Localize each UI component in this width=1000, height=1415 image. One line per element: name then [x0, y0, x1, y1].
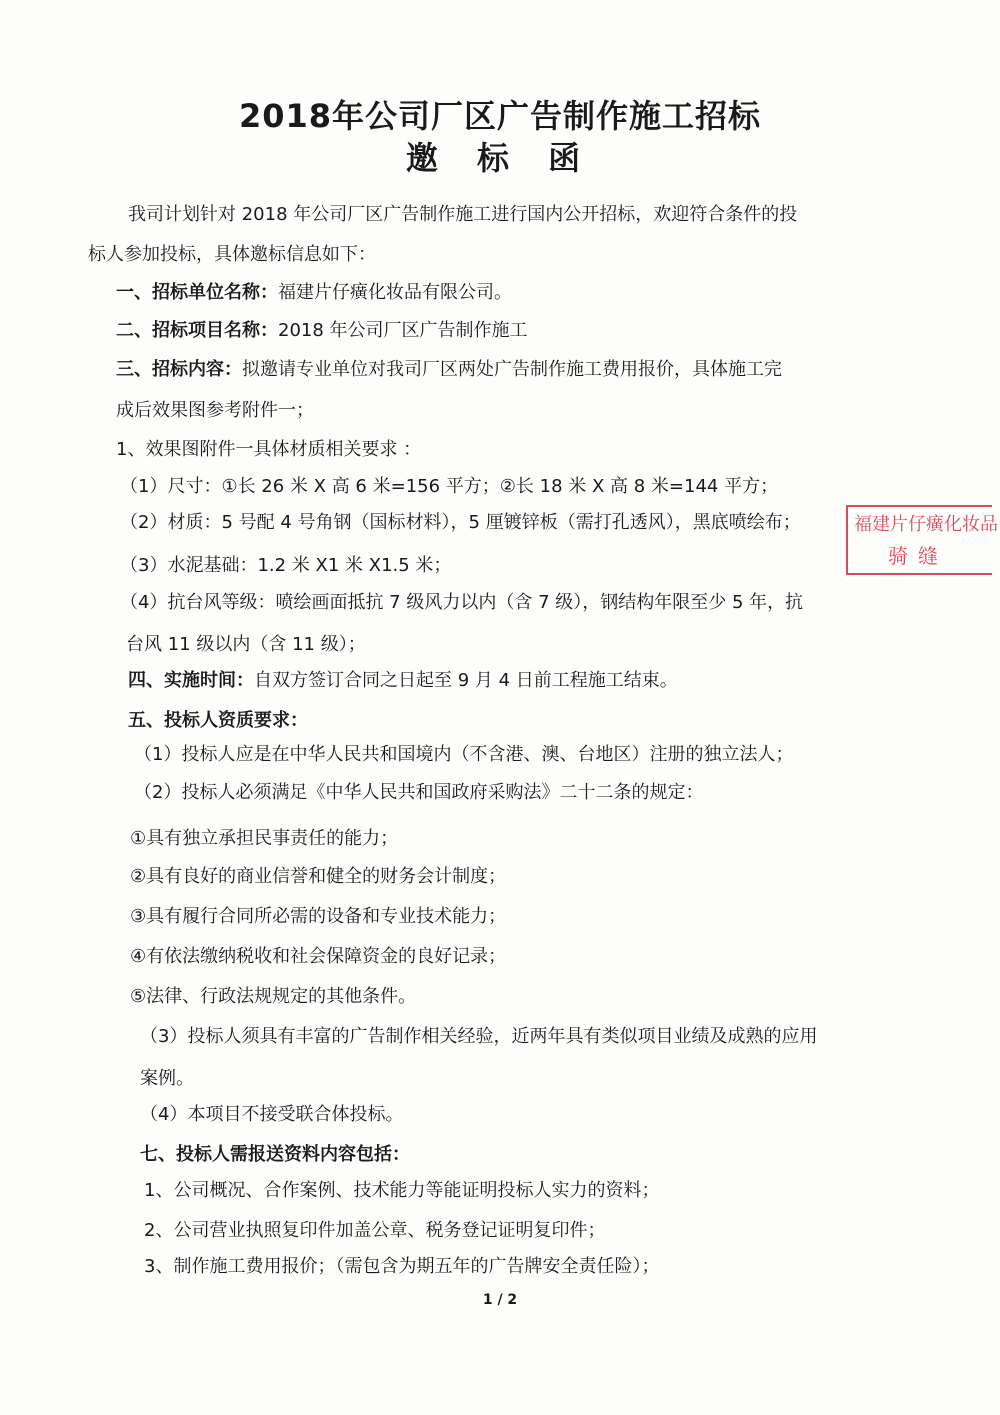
section-4-label: 四、实施时间：	[128, 670, 254, 691]
section-5-label: 五、投标人资质要求：	[128, 710, 308, 731]
material-1: 1、公司概况、合作案例、技术能力等能证明投标人实力的资料；	[144, 1180, 660, 1201]
document-subtitle: 邀 标 函	[405, 139, 595, 177]
section-2-label: 二、招标项目名称：	[116, 320, 278, 341]
section-4	[128, 668, 678, 694]
requirement-wind-2: 台风 11 级以内（含 11 级）；	[126, 634, 366, 655]
intro-line-1: 我司计划针对 2018 年公司厂区广告制作施工进行国内公开招标，欢迎符合条件的投	[128, 204, 798, 225]
section-7-label: 七、投标人需报送资料内容包括：	[140, 1144, 410, 1165]
qualification-4: （4）本项目不接受联合体投标。	[140, 1104, 404, 1125]
requirement-wind-1: （4）抗台风等级：喷绘画面抵抗 7 级风力以内（含 7 级），钢结构年限至少 5 年，抗	[120, 592, 804, 613]
qualification-2-d: ④有依法缴纳税收和社会保障资金的良好记录；	[130, 946, 507, 967]
qualification-2-a: ①具有独立承担民事责任的能力；	[130, 828, 399, 849]
document-title: 2018年公司厂区广告制作施工招标	[238, 97, 762, 135]
seal-company-text: 福建片仔癀化妆品	[854, 514, 998, 535]
material-2: 2、公司营业执照复印件加盖公章、税务登记证明复印件；	[144, 1220, 606, 1241]
section-1	[116, 280, 512, 306]
qualification-2-c: ③具有履行合同所必需的设备和专业技术能力；	[130, 906, 507, 927]
section-2-value: 2018 年公司厂区广告制作施工	[278, 320, 528, 341]
section-1-value: 福建片仔癀化妆品有限公司。	[278, 282, 512, 303]
section-3-label: 三、招标内容：	[116, 359, 242, 380]
material-3: 3、制作施工费用报价；（需包含为期五年的广告牌安全责任险）；	[144, 1256, 660, 1277]
page-number: 1 / 2	[482, 1292, 518, 1308]
section-1-label: 一、招标单位名称：	[116, 282, 278, 303]
section-3-continuation: 成后效果图参考附件一；	[116, 400, 314, 421]
section-3	[116, 357, 782, 383]
requirement-foundation: （3）水泥基础：1.2 米 X1 米 X1.5 米；	[120, 555, 452, 576]
requirement-heading: 1、效果图附件一具体材质相关要求 ：	[116, 439, 422, 460]
section-3-value: 拟邀请专业单位对我司厂区两处广告制作施工费用报价，具体施工完	[242, 359, 782, 380]
seal-seam-text: 骑缝	[888, 544, 948, 568]
qualification-3-line-2: 案例。	[140, 1068, 194, 1089]
section-4-value: 自双方签订合同之日起至 9 月 4 日前工程施工结束。	[254, 670, 678, 691]
seam-seal-stamp	[846, 505, 998, 575]
qualification-2-b: ②具有良好的商业信誉和健全的财务会计制度；	[130, 866, 507, 887]
requirement-material: （2）材质：5 号配 4 号角钢（国标材料），5 厘镀锌板（需打孔透风），黑底喷绘布；	[120, 512, 801, 533]
qualification-3-line-1: （3）投标人须具有丰富的广告制作相关经验，近两年具有类似项目业绩及成熟的应用	[140, 1026, 818, 1047]
requirement-size: （1）尺寸：①长 26 米 X 高 6 米=156 平方；②长 18 米 X 高 8 米=144 平方；	[120, 476, 779, 497]
qualification-1: （1）投标人应是在中华人民共和国境内（不含港、澳、台地区）注册的独立法人；	[134, 744, 794, 765]
qualification-2: （2）投标人必须满足《中华人民共和国政府采购法》二十二条的规定：	[134, 782, 704, 803]
qualification-2-e: ⑤法律、行政法规规定的其他条件。	[130, 986, 417, 1007]
section-2	[116, 318, 528, 344]
intro-line-2: 标人参加投标，具体邀标信息如下：	[88, 244, 376, 265]
